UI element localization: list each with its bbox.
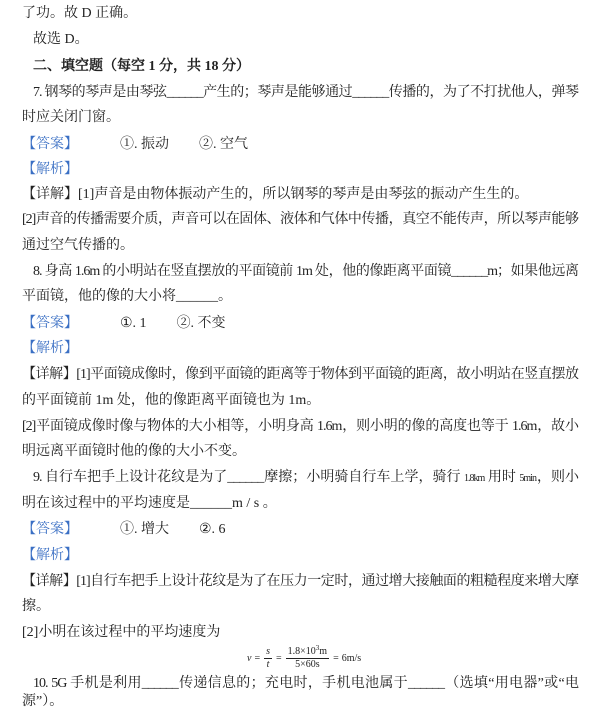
q9-stem-unit: m / s 。 bbox=[232, 496, 277, 511]
q9-answer-2: ②. 6 bbox=[199, 522, 226, 537]
q8-detail-line-1 bbox=[22, 365, 578, 385]
q9-stem-text: ，则小 bbox=[535, 470, 579, 485]
q7-detail-line-2: [2]声音的传播需要介质，声音可以在固体、液体和气体中传播，真空不能传声，所以琴声能够 bbox=[22, 212, 578, 227]
q7-stem-text: 传播的，为了不打扰他人，弹琴 bbox=[388, 85, 579, 100]
formula-fraction-s-over-t bbox=[264, 646, 272, 671]
detail-label: 【详解】 bbox=[22, 187, 78, 202]
q7-stem-text: 7. 钢琴的琴声是由琴弦 bbox=[33, 85, 167, 100]
answer-blank: ______ bbox=[190, 496, 232, 511]
formula-equals: = bbox=[276, 652, 282, 664]
q8-stem-text: 8. 身高 1.6m 的小明站在竖直摆放的平面镜前 1m 处，他的像距离平面镜 bbox=[33, 264, 452, 279]
q8-answer-1: ①. 1 bbox=[120, 316, 147, 331]
q8-stem-text: 。 bbox=[218, 289, 232, 304]
q9-stem-text: 9. 自行车把手上设计花纹是为了 bbox=[33, 470, 228, 485]
q9-time-value: 5min bbox=[519, 473, 536, 484]
answer-blank: ______ bbox=[407, 676, 444, 691]
answer-label: 【答案】 bbox=[22, 137, 78, 152]
q7-answer-line bbox=[22, 135, 248, 155]
formula-denominator-time: 5×60s bbox=[286, 658, 329, 671]
q9-stem-text: 明在该过程中的平均速度是 bbox=[22, 496, 190, 511]
q9-answer-1: ①. 增大 bbox=[120, 522, 169, 537]
section-title: 二、填空题（每空 1 分，共 18 分） bbox=[33, 59, 250, 74]
q9-stem-line-1 bbox=[33, 468, 578, 488]
q10-stem-text: 10. 5G 手机是利用 bbox=[33, 676, 142, 691]
q9-detail-text: [1]自行车把手上设计花纹是为了在压力一定时，通过增大接触面的粗糙程度来增大摩 bbox=[76, 574, 579, 589]
q7-stem-line-1 bbox=[33, 83, 578, 103]
q10-stem-text: 传递信息的；充电时，手机电池属于 bbox=[177, 676, 408, 691]
formula-equals: = bbox=[333, 652, 339, 664]
q9-detail-line-2: 擦。 bbox=[22, 599, 50, 614]
q8-detail-line-4: 明远离平面镜时他的像的大小不变。 bbox=[22, 444, 246, 459]
q8-detail-line-3: [2]平面镜成像时像与物体的大小相等，小明身高 1.6m，则小明的像的高度也等于 1.6m，故小 bbox=[22, 419, 578, 434]
q7-detail-text: [1]声音是由物体振动产生的，所以钢琴的琴声是由琴弦的振动产生生的。 bbox=[78, 187, 529, 202]
formula-fraction-values bbox=[286, 643, 329, 671]
q8-detail-text: [1]平面镜成像时，像到平面镜的距离等于物体到平面镜的距离，故小明站在竖直摆放 bbox=[76, 367, 579, 382]
q8-answer-line bbox=[22, 314, 226, 334]
answer-label: 【答案】 bbox=[22, 522, 78, 537]
answer-blank: ______ bbox=[166, 85, 203, 100]
q9-distance-value: 1.8km bbox=[464, 473, 485, 484]
answer-label: 【答案】 bbox=[22, 316, 78, 331]
detail-label: 【详解】 bbox=[22, 367, 77, 382]
formula-numerator-distance bbox=[286, 643, 329, 658]
q8-stem-line-2 bbox=[22, 287, 232, 307]
q8-analysis-label: 【解析】 bbox=[22, 341, 78, 356]
q9-detail-line-3: [2]小明在该过程中的平均速度为 bbox=[22, 625, 221, 640]
q9-stem-line-2 bbox=[22, 494, 277, 514]
q7-detail-line-1 bbox=[22, 185, 528, 205]
answer-blank: ______ bbox=[176, 289, 218, 304]
detail-label: 【详解】 bbox=[22, 574, 77, 589]
q7-detail-line-3: 通过空气传播的。 bbox=[22, 238, 134, 253]
q8-answer-2: ②. 不变 bbox=[176, 316, 226, 331]
q7-answer-1: ①. 振动 bbox=[120, 137, 169, 152]
answer-blank: ______ bbox=[451, 264, 488, 279]
q8-detail-line-2: 的平面镜前 1m 处，他的像距离平面镜也为 1m。 bbox=[22, 393, 321, 408]
q10-stem-text: （选填“用电器”或“电 bbox=[443, 676, 578, 691]
q9-stem-text: 摩擦；小明骑自行车上学，骑行 bbox=[263, 470, 465, 485]
q7-answer-2: ②. 空气 bbox=[199, 137, 248, 152]
answer-blank: ______ bbox=[141, 676, 178, 691]
formula-distance-unit: m bbox=[319, 645, 328, 657]
formula-velocity-symbol: v bbox=[247, 652, 252, 664]
answer-blank: ______ bbox=[227, 470, 264, 485]
q10-stem-line-1 bbox=[33, 674, 578, 694]
q9-detail-line-1 bbox=[22, 572, 578, 592]
q9-analysis-label: 【解析】 bbox=[22, 548, 78, 563]
formula-numerator-s: s bbox=[266, 645, 270, 657]
formula-equals: = bbox=[254, 652, 261, 664]
q7-analysis-label: 【解析】 bbox=[22, 162, 78, 177]
average-speed-formula bbox=[247, 644, 361, 672]
formula-denominator-t: t bbox=[264, 658, 272, 671]
q8-stem-text: m；如果他远离 bbox=[487, 264, 578, 279]
q7-stem-text: 产生的；琴声是能够通过 bbox=[202, 85, 353, 100]
q9-stem-text: 用时 bbox=[484, 470, 520, 485]
q8-stem-text: 平面镜，他的像的大小将 bbox=[22, 289, 176, 304]
formula-result: 6m/s bbox=[341, 652, 362, 664]
q10-stem-line-2: 源”）。 bbox=[22, 694, 64, 709]
formula-distance-exponent: 3 bbox=[315, 643, 320, 652]
prev-choice-line: 故选 D。 bbox=[33, 32, 89, 47]
answer-blank: ______ bbox=[352, 85, 389, 100]
q9-answer-line bbox=[22, 520, 226, 540]
q8-stem-line-1 bbox=[33, 262, 578, 282]
formula-distance-mantissa: 1.8×10 bbox=[287, 645, 316, 657]
prev-conclusion-line: 了功。故 D 正确。 bbox=[22, 6, 138, 21]
q7-stem-line-2: 时应关闭门窗。 bbox=[22, 110, 120, 125]
